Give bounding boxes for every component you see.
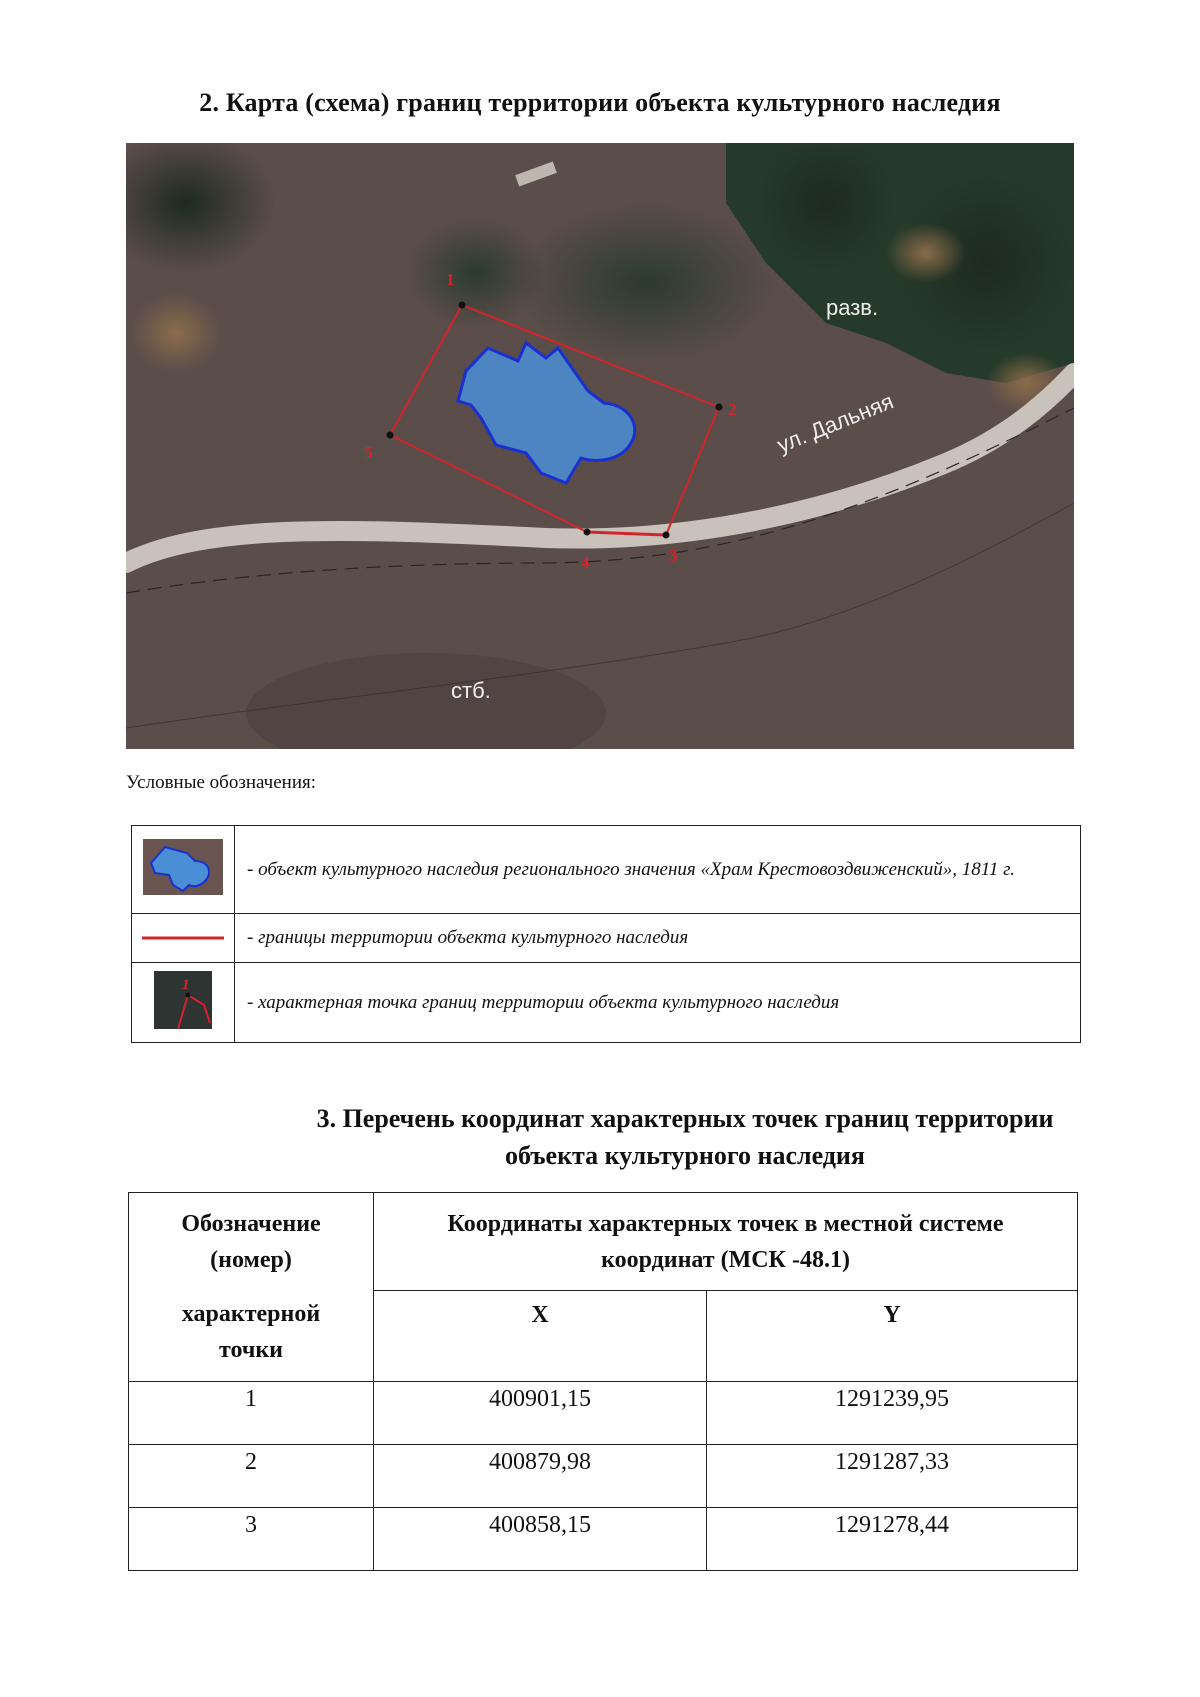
table-row — [129, 1445, 1078, 1508]
point-label-2: 2 — [728, 400, 737, 419]
map-svg — [126, 143, 1074, 749]
legend-symbol-cell — [132, 826, 235, 914]
legend-row — [132, 826, 1081, 914]
point-icon-label: 1 — [182, 976, 190, 993]
section2-title: 2. Карта (схема) границ территории объекта культурного наследия — [199, 88, 1001, 117]
legend-row — [132, 914, 1081, 963]
cell-y: 1291278,44 — [707, 1508, 1078, 1571]
header-x: X — [374, 1291, 707, 1382]
legend-caption: Условные обозначения: — [126, 772, 317, 793]
legend-symbol-cell — [132, 914, 235, 963]
boundary-point-1 — [459, 302, 466, 309]
legend-table — [131, 825, 1081, 1043]
map-label-street: ул. Дальняя — [773, 388, 897, 458]
cell-x: 400901,15 — [374, 1382, 707, 1445]
satellite-map — [126, 143, 1074, 749]
red-line-icon — [140, 933, 226, 943]
header-col1-line: точки — [218, 1337, 284, 1363]
coords-header-row — [129, 1193, 1078, 1291]
section3-title: 3. Перечень координат характерных точек границ территории объекта культурного наследия — [316, 1104, 1054, 1170]
legend-text: - объект культурного наследия регионального значения «Храм Крестовоздвиженский», 1811 г. — [235, 826, 1081, 914]
cell-x: 400879,98 — [374, 1445, 707, 1508]
map-label-stb: стб. — [451, 678, 491, 703]
point-label-4: 4 — [581, 553, 590, 572]
legend-text: - характерная точка границ территории объекта культурного наследия — [235, 963, 1081, 1043]
cell-y: 1291287,33 — [707, 1445, 1078, 1508]
header-coordinates-group: Координаты характерных точек в местной системе координат (МСК -48.1) — [374, 1193, 1078, 1291]
point-label-3: 3 — [669, 546, 678, 565]
cell-y: 1291239,95 — [707, 1382, 1078, 1445]
boundary-point-5 — [387, 432, 394, 439]
point-icon — [154, 971, 212, 1029]
table-row — [129, 1508, 1078, 1571]
boundary-point-3 — [663, 532, 670, 539]
header-col1-line: характерной — [181, 1301, 321, 1327]
cell-point-number: 3 — [129, 1508, 374, 1571]
boundary-point-2 — [716, 404, 723, 411]
header-col1-line: Обозначение — [181, 1211, 321, 1237]
header-point-designation — [129, 1193, 374, 1382]
vegetation — [516, 203, 776, 363]
legend-row — [132, 963, 1081, 1043]
autumn-tree — [886, 223, 966, 283]
point-label-1: 1 — [446, 270, 455, 289]
coordinates-table — [128, 1192, 1078, 1571]
point-label-5: 5 — [364, 443, 373, 462]
boundary-point-4 — [584, 529, 591, 536]
header-y: Y — [707, 1291, 1078, 1382]
cell-point-number: 1 — [129, 1382, 374, 1445]
table-row — [129, 1382, 1078, 1445]
object-icon — [143, 839, 223, 895]
cell-point-number: 2 — [129, 1445, 374, 1508]
legend-symbol-cell — [132, 963, 235, 1043]
autumn-tree — [131, 293, 221, 373]
legend-text: - границы территории объекта культурного наследия — [235, 914, 1081, 963]
map-label-razv: разв. — [826, 295, 879, 320]
header-col1-line: (номер) — [210, 1247, 292, 1273]
cell-x: 400858,15 — [374, 1508, 707, 1571]
